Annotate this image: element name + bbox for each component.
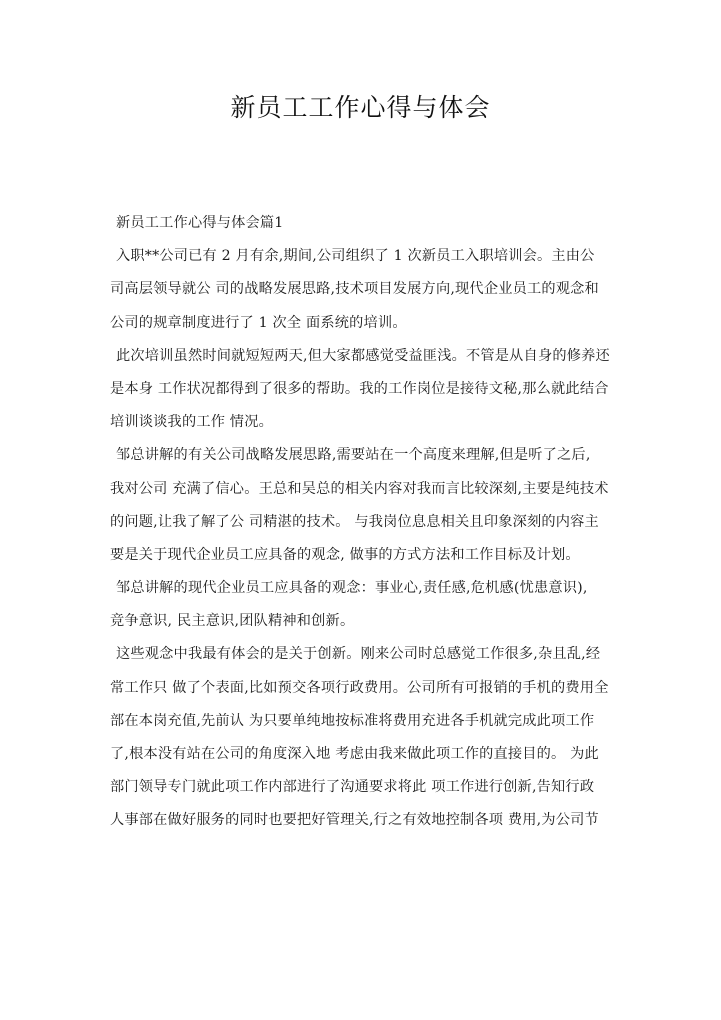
paragraph-line: 入职**公司已有 2 月有余,期间,公司组织了 1 次新员工入职培训会。主由公 (116, 248, 595, 265)
paragraph-line: 常工作只 做了个表面,比如预交各项行政费用。公司所有可报销的手机的费用全 (110, 679, 609, 696)
paragraph-line: 部在本岗充值,先前认 为只要单纯地按标准将费用充进各手机就完成此项工作 (110, 712, 595, 729)
paragraph-line: 部门领导专门就此项工作内部进行了沟通要求将此 项工作进行创新,告知行政 (110, 779, 595, 796)
paragraph-line: 邹总讲解的有关公司战略发展思路,需要站在一个高度来理解,但是听了之后, (116, 447, 591, 464)
document-title: 新员工工作心得与体会 (230, 93, 491, 122)
paragraph-line: 此次培训虽然时间就短短两天,但大家都感觉受益匪浅。不管是从自身的修养还 (116, 347, 610, 364)
paragraph-line: 我对公司 充满了信心。王总和吴总的相关内容对我而言比较深刻,主要是纯技术 (110, 480, 609, 497)
paragraph-line: 要是关于现代企业员工应具备的观念, 做事的方式方法和工作目标及计划。 (110, 546, 580, 563)
paragraph-4 (110, 572, 618, 638)
paragraph-3 (110, 439, 618, 572)
paragraph-line: 培训谈谈我的工作 情况。 (110, 414, 273, 431)
document-body (110, 207, 618, 838)
paragraph-line: 人事部在做好服务的同时也要把好管理关,行之有效地控制各项 费用,为公司节 (110, 812, 599, 829)
paragraph-line: 这些观念中我最有体会的是关于创新。刚来公司时总感觉工作很多,杂且乱,经 (116, 646, 601, 663)
section-heading: 新员工工作心得与体会篇1 (116, 215, 284, 231)
paragraph-line: 是本身 工作状况都得到了很多的帮助。我的工作岗位是接待文秘,那么就此结合 (110, 380, 609, 397)
paragraph-line: 邹总讲解的现代企业员工应具备的观念：事业心,责任感,危机感(忧患意识), (116, 580, 588, 597)
paragraph-2 (110, 340, 618, 440)
paragraph-line: 司高层领导就公 司的战略发展思路,技术项目发展方向,现代企业员工的观念和 (110, 281, 599, 298)
paragraph-line: 公司的规章制度进行了 1 次全 面系统的培训。 (110, 314, 407, 331)
paragraph-line: 了,根本没有站在公司的角度深入地 考虑由我来做此项工作的直接目的。 为此 (110, 746, 599, 762)
paragraph-1 (110, 240, 618, 340)
paragraph-line: 竞争意识, 民主意识,团队精神和创新。 (110, 613, 355, 630)
paragraph-line: 的问题,让我了解了公 司精湛的技术。 与我岗位息息相关且印象深刻的内容主 (110, 513, 599, 530)
paragraph-5 (110, 638, 618, 837)
